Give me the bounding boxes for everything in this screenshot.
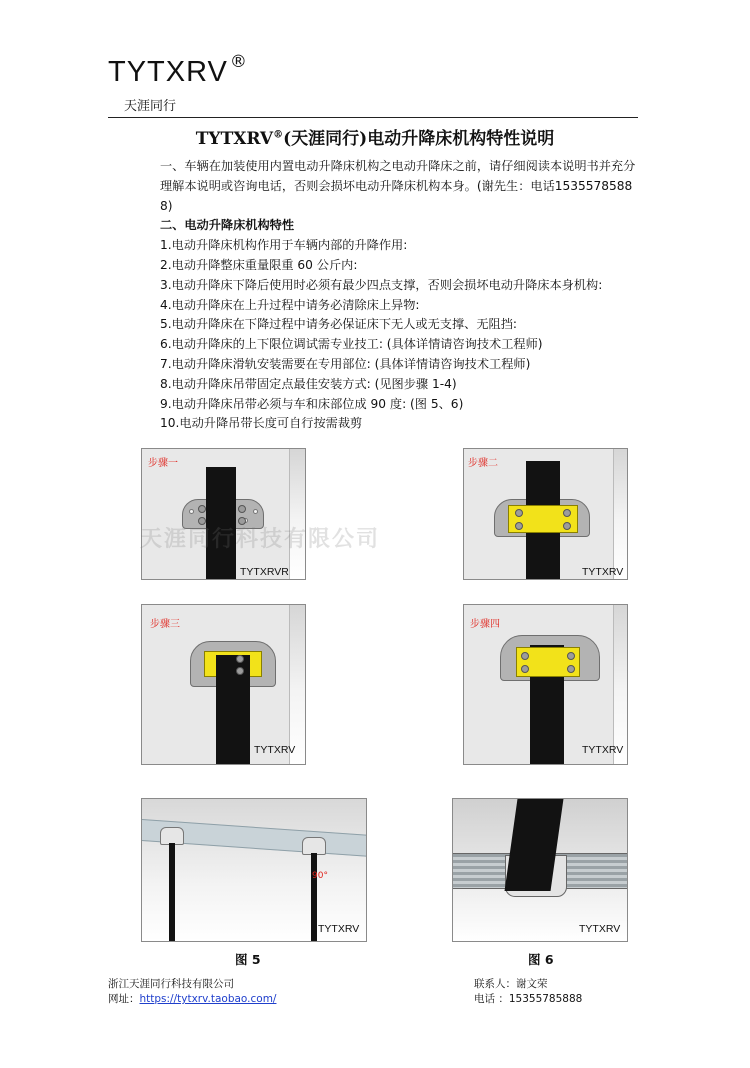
fig5-strap-left bbox=[169, 843, 175, 942]
step4-photo bbox=[463, 604, 628, 765]
step2-yellow-plate bbox=[508, 505, 578, 533]
title-text: (天涯同行)电动升降床机构特性说明 bbox=[283, 129, 555, 149]
footer-company: 浙江天涯同行科技有限公司 bbox=[108, 978, 234, 990]
feature-list bbox=[160, 236, 640, 434]
document-title bbox=[0, 124, 750, 149]
step4-yellow-plate bbox=[516, 647, 580, 677]
step2-label: 步骤二 bbox=[468, 458, 498, 469]
feature-item: 10.电动升降吊带长度可自行按需裁剪 bbox=[160, 416, 363, 431]
feature-item: 9.电动升降床吊带必须与车和床部位成 90 度: (图 5、6) bbox=[160, 396, 464, 411]
footer-website bbox=[108, 992, 276, 1007]
step1-watermark: TYTXRVR bbox=[240, 566, 289, 578]
step1-photo bbox=[141, 448, 306, 580]
title-brand: TYTXRV bbox=[195, 129, 274, 149]
step1-label: 步骤一 bbox=[148, 458, 178, 469]
fig6-caption: 图 6 bbox=[528, 952, 554, 967]
brand-name: TYTXRV bbox=[108, 56, 228, 88]
header-divider bbox=[108, 117, 638, 118]
brand-logo bbox=[108, 52, 247, 114]
feature-item: 6.电动升降床的上下限位调试需专业技工: (具体详情请咨询技术工程师) bbox=[160, 337, 543, 352]
feature-item: 8.电动升降床吊带固定点最佳安装方式: (见图步骤 1-4) bbox=[160, 376, 457, 391]
step4-watermark: TYTXRV bbox=[582, 744, 624, 756]
brand-registered-mark: ® bbox=[229, 52, 247, 72]
fig5-photo bbox=[141, 798, 367, 942]
step2-watermark: TYTXRV bbox=[582, 566, 624, 578]
feature-item: 5.电动升降床在下降过程中请务必保证床下无人或无支撑、无阻挡: bbox=[160, 317, 517, 332]
company-watermark: 天涯同行科技有限公司 bbox=[140, 527, 381, 552]
footer-right bbox=[474, 977, 582, 1007]
step3-label: 步骤三 bbox=[150, 619, 180, 630]
fig5-caption: 图 5 bbox=[235, 952, 261, 967]
feature-item: 4.电动升降床在上升过程中请务必清除床上异物: bbox=[160, 297, 420, 312]
fig5-strap-right bbox=[311, 853, 317, 942]
intro-paragraph: 一、车辆在加装使用内置电动升降床机构之电动升降床之前，请仔细阅读本说明书并充分理解本说明或咨询电话，否则会损坏电动升降床机构本身。(谢先生：电话15355785888) bbox=[160, 159, 636, 213]
feature-item: 1.电动升降床机构作用于车辆内部的升降作用: bbox=[160, 238, 408, 253]
fig5-watermark: TYTXRV bbox=[318, 923, 360, 935]
fig6-photo bbox=[452, 798, 628, 942]
footer-phone-label: 电话 ： bbox=[474, 993, 509, 1005]
step2-photo bbox=[463, 448, 628, 580]
footer-phone bbox=[474, 992, 582, 1007]
feature-item: 7.电动升降床滑轨安装需要在专用部位: (具体详情请咨询技术工程师) bbox=[160, 356, 531, 371]
footer-phone-value: 15355785888 bbox=[508, 993, 583, 1005]
fig6-watermark: TYTXRV bbox=[579, 923, 621, 935]
feature-item: 2.电动升降整床重量限重 60 公斤内: bbox=[160, 257, 358, 272]
footer-website-label: 网址： bbox=[108, 993, 140, 1005]
body-text bbox=[160, 157, 640, 434]
footer-contact: 联系人：谢文荣 bbox=[474, 978, 548, 990]
brand-subtitle: 天涯同行 bbox=[124, 99, 177, 114]
section-heading: 二、电动升降床机构特性 bbox=[160, 218, 295, 233]
step3-photo bbox=[141, 604, 306, 765]
step3-strap bbox=[216, 655, 250, 765]
title-registered-mark: ® bbox=[273, 129, 284, 141]
feature-item: 3.电动升降床下降后使用时必须有最少四点支撑，否则会损坏电动升降床本身机构: bbox=[160, 277, 603, 292]
footer-website-link[interactable]: https://tytxrv.taobao.com/ bbox=[139, 993, 277, 1005]
fig5-angle-label: 90° bbox=[312, 871, 328, 881]
footer-left bbox=[108, 977, 276, 1007]
step3-watermark: TYTXRV bbox=[254, 744, 296, 756]
step4-label: 步骤四 bbox=[470, 619, 500, 630]
